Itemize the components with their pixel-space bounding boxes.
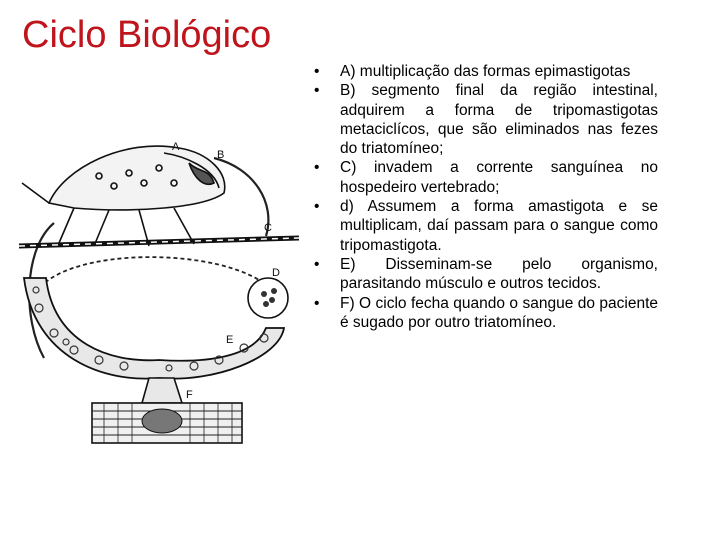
vessel-stem (142, 378, 182, 403)
bullet-item: • F) O ciclo fecha quando o sangue do paciente é sugado por outro triatomíneo. (308, 294, 658, 333)
blood-vessel (24, 278, 284, 379)
cycle-arrow-lower (36, 257, 270, 293)
triatomine-insect (22, 146, 225, 246)
slide-title: Ciclo Biológico (22, 14, 272, 56)
label-f: F (186, 389, 193, 401)
label-c: C (264, 222, 272, 234)
life-cycle-diagram (14, 128, 304, 468)
host-cell (248, 278, 288, 318)
label-d: D (272, 267, 280, 279)
label-a: A (172, 141, 180, 153)
label-b: B (217, 149, 225, 161)
cycle-steps-list (308, 62, 658, 332)
bullet-item: • d) Assumem a forma amastigota e se multiplicam, daí passam para o sangue como tripomastigota. (308, 197, 658, 255)
bullet-item: • A) multiplicação das formas epimastigotas (308, 62, 658, 81)
bullet-item: • B) segmento final da região intestinal, adquirem a forma de tripomastigotas metaciclícos, que são eliminados nas fezes do triatomíneo; (308, 81, 658, 158)
muscle-tissue (92, 403, 242, 443)
bullet-item: • C) invadem a corrente sanguínea no hospedeiro vertebrado; (308, 158, 658, 197)
bullet-item: • E) Disseminam-se pelo organismo, parasitando músculo e outros tecidos. (308, 255, 658, 294)
label-e: E (226, 334, 234, 346)
